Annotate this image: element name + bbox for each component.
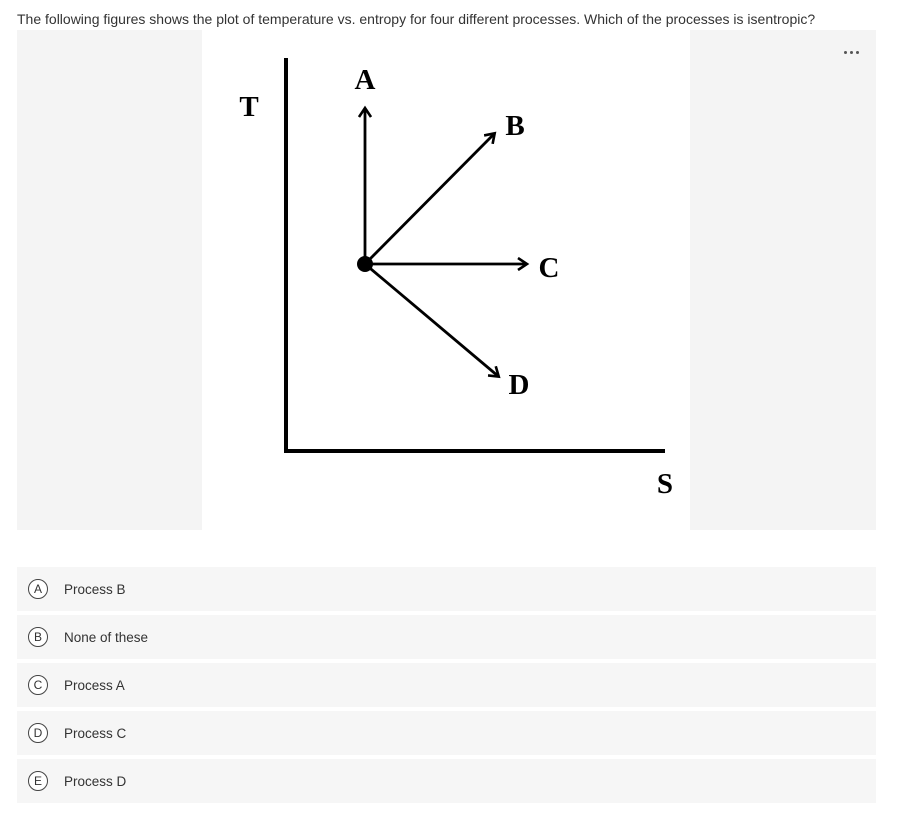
- process-d-label: D: [508, 369, 530, 401]
- more-horizontal-icon: [844, 51, 847, 54]
- option-text: None of these: [64, 629, 149, 645]
- more-horizontal-icon: [856, 51, 859, 54]
- more-horizontal-icon: [850, 51, 853, 54]
- option-letter-badge: B: [28, 627, 48, 647]
- y-axis-label: T: [239, 91, 259, 123]
- answer-option-e[interactable]: [17, 759, 876, 803]
- answer-option-b[interactable]: [17, 615, 876, 659]
- answer-option-a[interactable]: [17, 567, 876, 611]
- answer-option-d[interactable]: [17, 711, 876, 755]
- figure-area: [17, 30, 876, 530]
- initial-state-point: [357, 256, 373, 272]
- option-letter-badge: C: [28, 675, 48, 695]
- option-text: Process A: [64, 677, 125, 693]
- process-c-label: C: [538, 252, 560, 284]
- option-text: Process B: [64, 581, 126, 597]
- ts-diagram-image: [202, 30, 690, 530]
- option-letter-badge: A: [28, 579, 48, 599]
- answer-options: [17, 567, 876, 807]
- option-text: Process C: [64, 725, 127, 741]
- option-text: Process D: [64, 773, 127, 789]
- more-options-button[interactable]: [840, 44, 862, 60]
- process-b-arrow: [365, 134, 494, 264]
- process-b-label: B: [505, 110, 525, 142]
- option-letter-badge: E: [28, 771, 48, 791]
- answer-option-c[interactable]: [17, 663, 876, 707]
- question-text: The following figures shows the plot of temperature vs. entropy for four different processes. Which of the processes is isentropic?: [17, 11, 816, 27]
- process-d-arrow: [365, 264, 498, 376]
- option-letter-badge: D: [28, 723, 48, 743]
- process-a-label: A: [354, 64, 376, 96]
- x-axis-label: S: [656, 468, 674, 500]
- ts-diagram: [202, 30, 690, 530]
